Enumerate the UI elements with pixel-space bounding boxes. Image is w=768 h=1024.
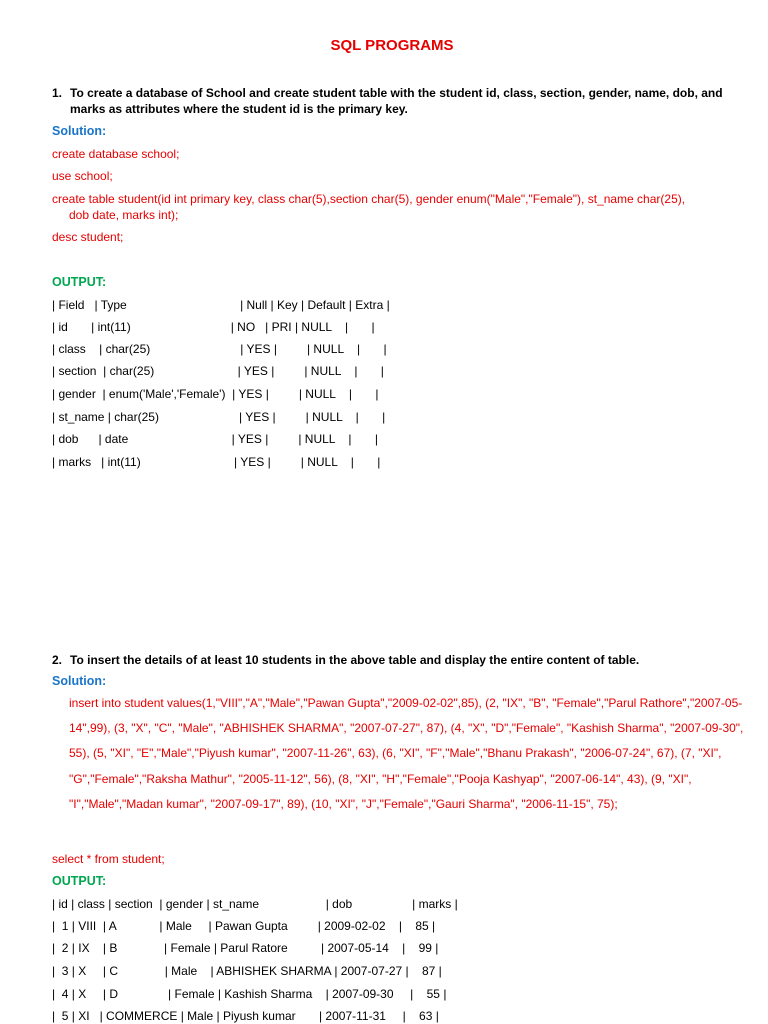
output-label: OUTPUT:: [52, 275, 107, 289]
table-row: | 1 | VIII | A | Male | Pawan Gupta | 2009-02-02 | 85 |: [52, 919, 436, 933]
question-text: To create a database of School and create student table with the student id, class, section, gender, name, dob, and marks as attributes where the student id is the primary key.: [70, 86, 723, 116]
table-row: | Field | Type | Null | Key | Default | Extra |: [52, 298, 390, 312]
question-number: 1.: [52, 86, 63, 100]
table-row: | marks | int(11) | YES | | NULL | |: [52, 455, 381, 469]
question-1: [52, 85, 732, 117]
question-text: To insert the details of at least 10 students in the above table and display the entire content of table.: [70, 653, 640, 667]
table-row: | 5 | XI | COMMERCE | Male | Piyush kumar | 2007-11-31 | 63 |: [52, 1009, 439, 1023]
code-line: create database school;: [52, 147, 180, 161]
table-row: | st_name | char(25) | YES | | NULL | |: [52, 410, 386, 424]
table-row: | 4 | X | D | Female | Kashish Sharma | 2007-09-30 | 55 |: [52, 987, 447, 1001]
code-line: desc student;: [52, 230, 124, 244]
code-line-continuation: dob date, marks int);: [69, 208, 179, 222]
insert-statement: insert into student values(1,"VIII","A","Male","Pawan Gupta","2009-02-02",85), (2, "IX", "B", "Female","Parul Rathore","2007-05-14",99), (3, "X", "C", "Male", "ABHISHEK SHARMA", "2007-07-27", 87), (4, "X", "D","Female", "Kashish Sharma", "2007-09-30", 55), (5, "XI", "E","Male","Piyush kumar", "2007-11-26", 63), (6, "XI", "F","Male","Bhanu Prakash", "2006-07-24", 67), (7, "XI", "G","Female","Raksha Mathur", "2005-11-12", 56), (8, "XI", "H","Female","Pooja Kashyap", "2007-06-14", 43), (9, "XI", "I","Male","Madan kumar", "2007-09-17", 89), (10, "XI", "J","Female","Gauri Sharma", "2006-11-15", 75);: [69, 696, 744, 811]
table-row: | 3 | X | C | Male | ABHISHEK SHARMA | 2007-07-27 | 87 |: [52, 964, 442, 978]
table-row: | id | class | section | gender | st_name | dob | marks |: [52, 897, 458, 911]
page-title: SQL PROGRAMS: [330, 37, 454, 54]
solution-label: Solution:: [52, 124, 107, 138]
question-number: 2.: [52, 653, 63, 667]
code-line: [52, 191, 722, 223]
table-row: | id | int(11) | NO | PRI | NULL | |: [52, 320, 375, 334]
code-line: use school;: [52, 169, 113, 183]
table-row: | gender | enum('Male','Female') | YES | | NULL | |: [52, 387, 379, 401]
table-row: | section | char(25) | YES | | NULL | |: [52, 364, 384, 378]
output-label: OUTPUT:: [52, 874, 107, 888]
table-row: | 2 | IX | B | Female | Parul Ratore | 2007-05-14 | 99 |: [52, 941, 439, 955]
code-line-text: create table student(id int primary key, class char(5),section char(5), gender enum("Male","Female"), st_name char(25),: [52, 192, 686, 206]
table-row: | dob | date | YES | | NULL | |: [52, 432, 378, 446]
solution-label: Solution:: [52, 674, 107, 688]
code-line: select * from student;: [52, 852, 165, 866]
question-2: [52, 652, 732, 668]
table-row: | class | char(25) | YES | | NULL | |: [52, 342, 387, 356]
